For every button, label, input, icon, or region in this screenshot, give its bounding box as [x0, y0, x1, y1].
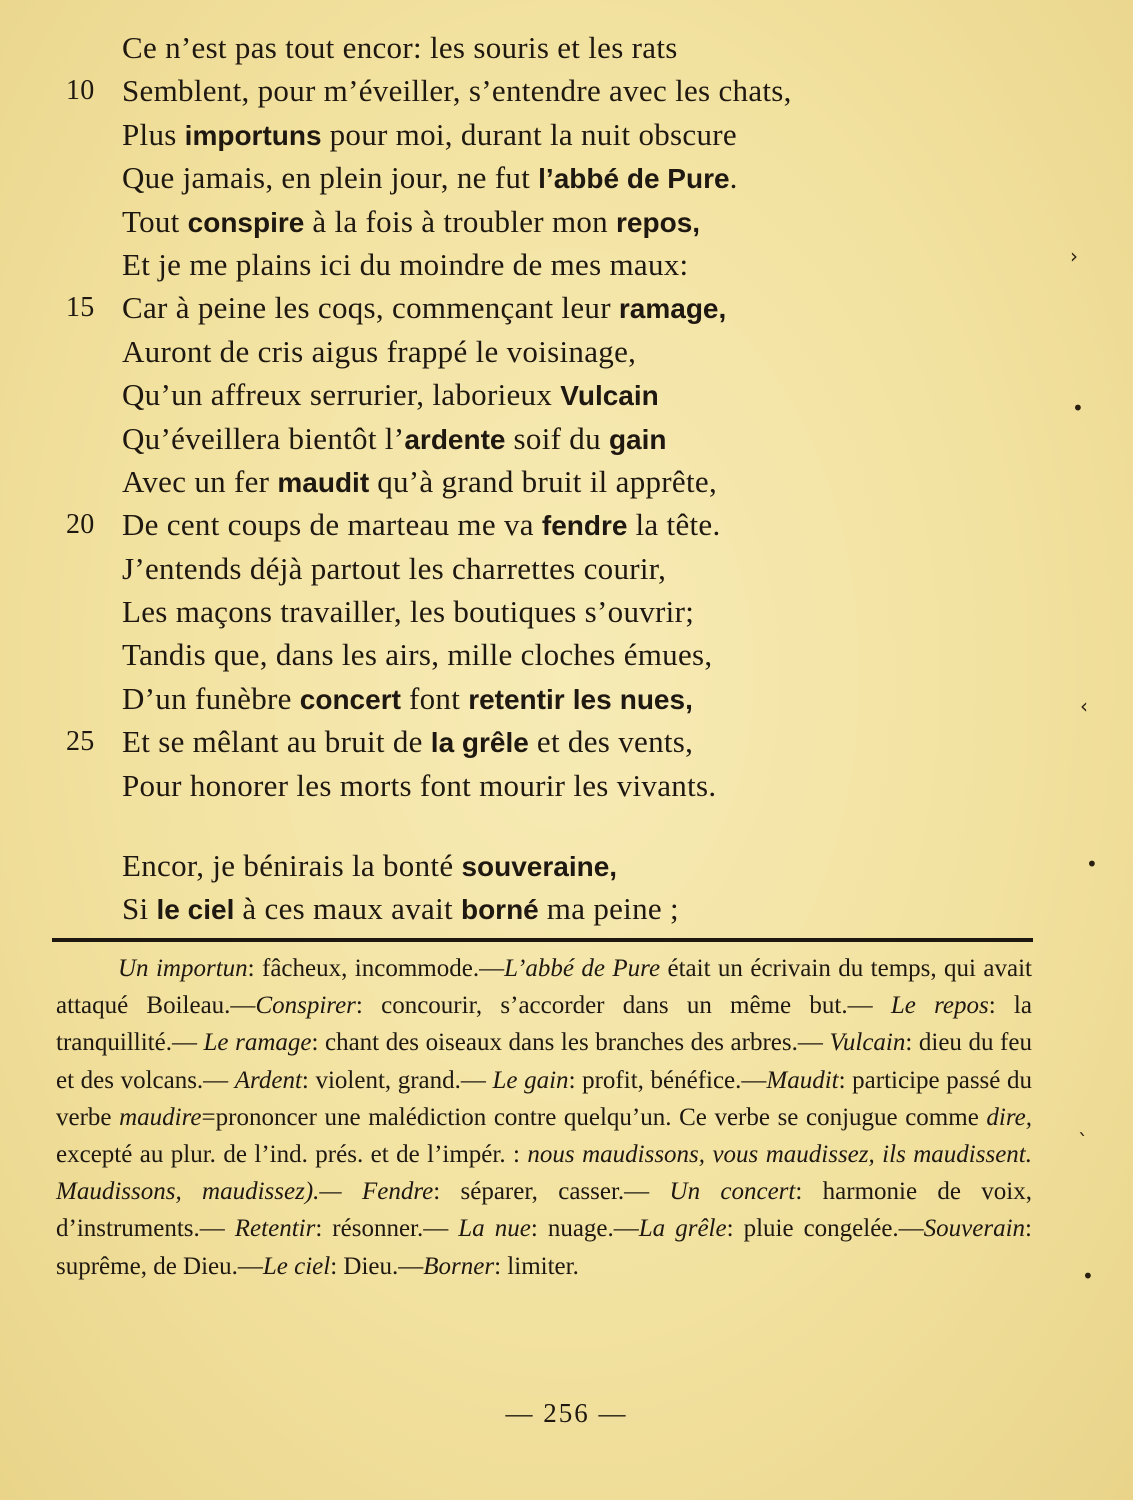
verse-text: [122, 330, 636, 373]
verse-line: [0, 69, 1133, 112]
page-number: — 256 —: [505, 1398, 628, 1428]
verse-fragment: ma peine ;: [538, 891, 679, 927]
verse-line: [0, 590, 1133, 633]
note-definition: : participe passé du verbe: [56, 1066, 1032, 1131]
note-term: Souverain: [923, 1215, 1026, 1243]
note-term: L’abbé de Pure: [504, 955, 661, 982]
vocabulary-word: ardente: [404, 423, 506, 455]
verse-text: [122, 156, 738, 200]
vocabulary-word: Vulcain: [560, 380, 659, 412]
line-number: 10: [66, 75, 95, 107]
footnote-rule: [52, 938, 1033, 942]
note-definition: : Dieu.—: [330, 1252, 424, 1280]
note-definition: : concourir, s’accorder dans un même but.—: [355, 992, 891, 1020]
vocabulary-word: fendre: [541, 510, 628, 542]
verse-line: [0, 330, 1133, 373]
vocabulary-word: nues,: [619, 683, 693, 715]
verse-line: [0, 547, 1133, 590]
verse-text: [122, 200, 700, 244]
note-definition: : nuage.—: [530, 1215, 639, 1243]
verse-fragment: soif du: [505, 420, 609, 456]
note-definition: : dieu du feu et des volcans.—: [56, 1029, 1032, 1094]
verse-fragment: Et je me plains ici du moindre de mes maux:: [122, 246, 689, 282]
verse-line: [0, 887, 1133, 930]
note-definition: : violent, grand.—: [301, 1066, 493, 1094]
verse-fragment: à ces maux avait: [234, 891, 461, 927]
margin-mark: ‹: [1080, 694, 1088, 718]
verse-line: [0, 156, 1133, 199]
verse-line: [0, 503, 1133, 546]
verse-line: [0, 677, 1133, 720]
note-term: Le ramage: [203, 1029, 312, 1057]
note-term: dire,: [986, 1103, 1032, 1131]
verse-fragment: Ce n’est pas tout encor: les souris et les rats: [122, 30, 678, 65]
note-definition: : la tranquillité.—: [56, 992, 1032, 1057]
verse-fragment: J’entends déjà partout les charrettes courir,: [122, 550, 667, 586]
note-term: Le repos: [890, 992, 989, 1020]
verse-text: [122, 547, 666, 590]
vocabulary-word: les: [572, 683, 612, 715]
vocabulary-word: concert: [299, 683, 401, 715]
verse-line: [0, 373, 1133, 416]
verse-fragment: pour moi, durant la nuit obscure: [321, 116, 737, 152]
vocabulary-word: gain: [608, 423, 667, 455]
verse-fragment: Les maçons travailler, les boutiques s’ouvrir;: [122, 594, 695, 630]
line-number: 25: [66, 726, 95, 758]
verse-text: [122, 69, 792, 112]
verse-fragment: .: [729, 160, 738, 196]
note-term: Ardent: [234, 1066, 302, 1094]
note-term: Vulcain: [829, 1029, 906, 1057]
note-term: Un importun: [118, 955, 248, 982]
note-definition: : résonner.—: [315, 1215, 459, 1243]
verse-text: [122, 844, 617, 888]
verse-text: [122, 764, 716, 807]
note-definition: : profit, bénéfice.—: [568, 1066, 767, 1094]
verse-text: [122, 887, 679, 931]
margin-mark: ˎ: [1078, 1112, 1088, 1136]
vocabulary-word: conspire: [187, 206, 305, 238]
note-term: maudire: [119, 1103, 202, 1131]
footnotes: [56, 950, 1032, 1285]
note-term: Retentir: [234, 1215, 316, 1243]
verse-text: [122, 373, 659, 417]
vocabulary-word: importuns: [184, 119, 322, 151]
margin-mark: ›: [1070, 244, 1078, 268]
vocabulary-word: souveraine,: [461, 851, 618, 883]
note-definition: : fâcheux, incommode.—: [247, 955, 505, 982]
line-number: 15: [66, 292, 95, 324]
verse-fragment: Pour honorer les morts font mourir les vivants.: [122, 767, 717, 803]
verse-fragment: Encor, je bénirais la bonté: [122, 848, 462, 884]
verse-fragment: et des vents,: [528, 724, 694, 760]
note-term: Conspirer: [255, 992, 356, 1020]
verse-line: [0, 460, 1133, 503]
verse-line: [0, 844, 1133, 887]
verse-fragment: qu’à grand bruit il apprête,: [369, 463, 718, 499]
note-definition: =prononcer une malédiction contre quelqu’un. Ce verbe se conjugue comme: [201, 1103, 987, 1131]
note-definition: : suprême, de Dieu.—: [56, 1215, 1032, 1280]
vocabulary-word: ramage,: [618, 293, 727, 325]
verse-fragment: Que jamais, en plein jour, ne fut: [122, 160, 539, 196]
verse-line: [0, 633, 1133, 676]
verse-fragment: Semblent, pour m’éveiller, s’entendre avec les chats,: [122, 73, 792, 109]
vocabulary-word: la grêle: [430, 727, 529, 759]
verse-fragment: Qu’un affreux serrurier, laborieux: [122, 377, 561, 413]
note-term: La grêle: [638, 1215, 727, 1243]
note-definition: était un écrivain du temps, qui avait attaqué Boileau.—: [56, 955, 1032, 1020]
margin-mark: •: [1082, 1264, 1094, 1288]
note-term: Un concert: [669, 1178, 796, 1206]
line-number: 20: [66, 509, 95, 541]
verse-text: [122, 113, 737, 157]
verse-text: [122, 677, 693, 721]
verse-text: [122, 503, 721, 547]
verse-line: [0, 113, 1133, 156]
poem-text: [0, 26, 1133, 931]
verse-line: [0, 764, 1133, 807]
note-term: nous maudissons, vous maudissez, ils maudissent. Maudissons, maudissez).— Fendre: [56, 1141, 1032, 1206]
vocabulary-word: retentir: [468, 683, 565, 715]
verse-text: [122, 286, 726, 330]
verse-line: [0, 200, 1133, 243]
note-term: Le gain: [492, 1066, 569, 1094]
verse-fragment: Si: [122, 891, 157, 927]
verse-text: [122, 26, 678, 69]
note-definition: : séparer, casser.—: [433, 1178, 670, 1206]
note-definition: : chant des oiseaux dans les branches des arbres.—: [311, 1029, 830, 1057]
verse-fragment: Car à peine les coqs, commençant leur: [122, 290, 619, 326]
verse-fragment: [612, 681, 620, 716]
note-term: Le ciel: [262, 1252, 331, 1280]
margin-mark: •: [1086, 852, 1098, 876]
verse-text: [122, 633, 712, 676]
verse-fragment: à la fois à troubler mon: [304, 203, 617, 239]
note-definition: : harmonie de voix, d’instruments.—: [56, 1178, 1033, 1243]
verse-line: [0, 243, 1133, 286]
verse-fragment: [565, 681, 573, 716]
verse-fragment: Auront de cris aigus frappé le voisinage,: [122, 333, 637, 369]
verse-text: [122, 460, 717, 504]
verse-fragment: De cent coups de marteau me va: [122, 507, 542, 543]
note-definition: excepté au plur. de l’ind. prés. et de l’impér. :: [56, 1141, 528, 1169]
verse-fragment: Avec un fer: [122, 463, 278, 499]
verse-fragment: la tête.: [627, 507, 721, 543]
vocabulary-word: maudit: [277, 466, 370, 498]
verse-fragment: D’un funèbre: [122, 680, 300, 716]
verse-fragment: Qu’éveillera bientôt l’: [122, 420, 405, 456]
note-term: Maudit: [766, 1066, 839, 1094]
verse-text: [122, 417, 667, 461]
margin-mark: •: [1072, 396, 1084, 420]
verse-fragment: Tout: [122, 203, 188, 239]
verse-fragment: Tandis que, dans les airs, mille cloches émues,: [122, 637, 713, 673]
note-definition: : limiter.: [494, 1252, 579, 1280]
verse-line: [0, 417, 1133, 460]
verse-text: [122, 720, 693, 764]
vocabulary-word: repos,: [616, 206, 701, 238]
note-term: La nue: [458, 1215, 531, 1243]
verse-fragment: Plus: [122, 116, 185, 152]
verse-fragment: Et se mêlant au bruit de: [122, 724, 431, 760]
verse-fragment: font: [400, 680, 469, 716]
verse-line: [0, 26, 1133, 69]
vocabulary-word: l’abbé de Pure: [538, 163, 730, 195]
vocabulary-word: borné: [460, 894, 539, 926]
verse-text: [122, 243, 688, 286]
note-definition: : pluie congelée.—: [726, 1215, 924, 1243]
verse-line: [0, 286, 1133, 329]
vocabulary-word: le ciel: [156, 894, 235, 926]
verse-line: [0, 720, 1133, 763]
note-term: Borner: [423, 1252, 495, 1280]
verse-text: [122, 590, 694, 633]
